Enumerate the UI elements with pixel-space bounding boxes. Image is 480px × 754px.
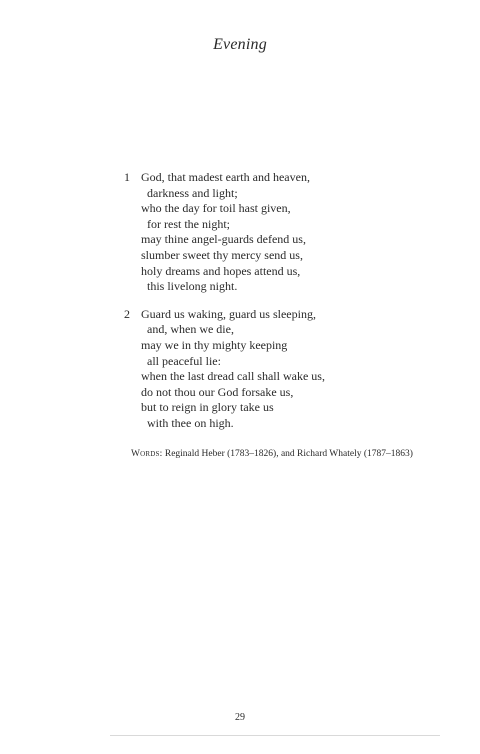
verse-lines <box>141 307 325 432</box>
verse-line: God, that madest earth and heaven, <box>141 170 310 184</box>
verse-line: this livelong night. <box>147 279 238 294</box>
verse-line: do not thou our God forsake us, <box>141 384 294 399</box>
verse-line: may thine angel-guards defend us, <box>141 232 306 247</box>
credit-text: Reginald Heber (1783–1826), and Richard Whately (1787–1863) <box>164 449 413 459</box>
hymn-title: Evening <box>213 36 267 53</box>
verse-line: holy dreams and hopes attend us, <box>141 263 301 278</box>
verse-line: may we in thy mighty keeping <box>141 337 288 352</box>
verse-line: who the day for toil hast given, <box>141 201 291 216</box>
verse-line: with thee on high. <box>147 415 234 430</box>
verse-number: 2 <box>124 306 130 321</box>
verse-2 <box>124 307 325 432</box>
verse-number: 1 <box>124 170 130 184</box>
verse-line: Guard us waking, guard us sleeping, <box>141 306 316 321</box>
verse-line: when the last dread call shall wake us, <box>141 369 325 384</box>
verse-line: but to reign in glory take us <box>141 400 274 415</box>
verse-line: slumber sweet thy mercy send us, <box>141 247 303 262</box>
verse-line: for rest the night; <box>147 216 230 231</box>
verse-line: darkness and light; <box>147 185 238 200</box>
credit-label: Words: <box>131 449 163 459</box>
bottom-rule <box>110 735 440 736</box>
verse-1 <box>124 170 325 295</box>
words-credit <box>131 449 413 459</box>
verse-lines <box>141 170 325 295</box>
verse-line: and, when we die, <box>147 322 234 337</box>
page-number: 29 <box>235 712 245 723</box>
hymn-text <box>124 170 325 444</box>
verse-line: all peaceful lie: <box>147 353 221 368</box>
